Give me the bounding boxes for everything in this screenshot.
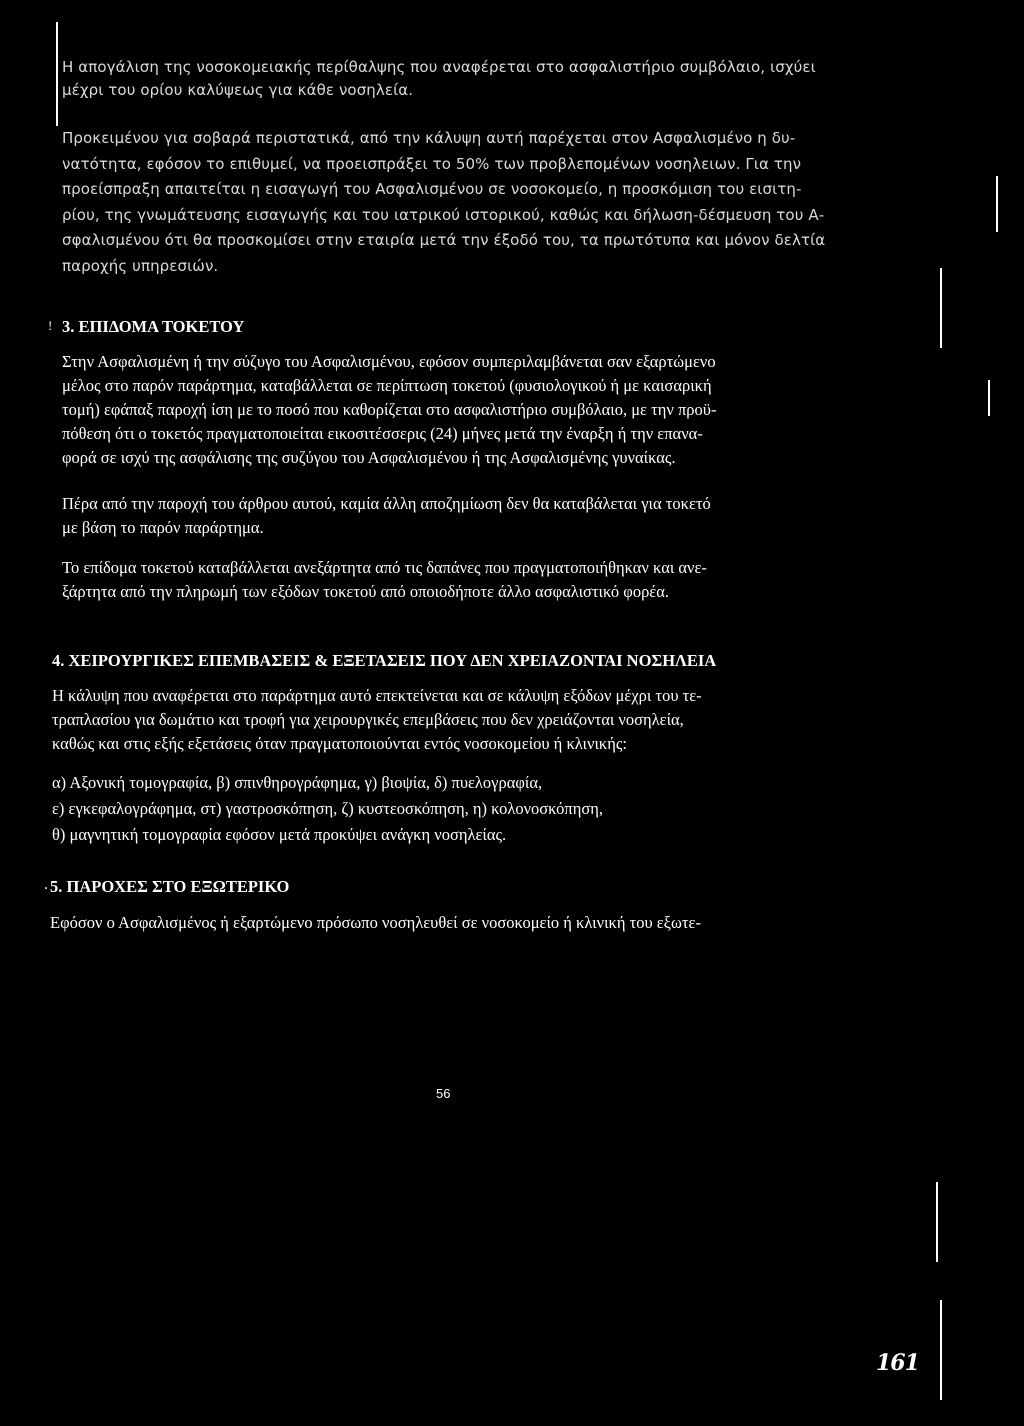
paragraph-abroad [50,912,830,935]
text-line: μέχρι του ορίου καλύψεως για κάθε νοσηλεία. [62,80,414,99]
left-margin-bar [56,22,58,126]
page-number: 56 [436,1086,451,1101]
heading-abroad-benefits: 5. ΠΑΡΟΧΕΣ ΣΤΟ ΕΞΩΤΕΡΙΚΟ [50,877,290,896]
text-line: προείσπραξη απαιτείται η εισαγωγή του Ασφαλισμένου σε νοσοκομείο, η προσκόμιση του εισιτη- [62,180,802,198]
right-margin-bar-2 [940,268,942,348]
paragraph-no-other-compensation [62,492,842,540]
list-item: α) Αξονική τομογραφία, β) σπινθηρογράφημα, γ) βιοψία, δ) πυελογραφία, [52,773,543,792]
paragraph-benefit-independent [62,556,842,604]
text-line: Η κάλυψη που αναφέρεται στο παράρτημα αυτό επεκτείνεται και σε κάλυψη εξόδων μέχρι του τε- [52,686,702,705]
handwritten-page-number: 161 [876,1350,919,1376]
right-margin-bar-5 [940,1300,942,1400]
text-line: με βάση το παρόν παράρτημα. [62,518,264,537]
text-line: Πέρα από την παροχή του άρθρου αυτού, καμία άλλη αποζημίωση δεν θα καταβάλεται για τοκετό [62,494,711,513]
margin-dot: . [44,876,48,893]
text-line: μέλος στο παρόν παράρτημα, καταβάλλεται σε περίπτωση τοκετού (φυσιολογικού ή με καισαρική [62,376,712,395]
text-line: πόθεση ότι ο τοκετός πραγματοποιείται εικοσιτέσσερις (24) μήνες μετά την έναρξη ή την επανα- [62,424,703,443]
list-item: θ) μαγνητική τομογραφία εφόσον μετά προκύψει ανάγκη νοσηλείας. [52,825,507,844]
list-item: ε) εγκεφαλογράφημα, στ) γαστροσκόπηση, ζ) κυστεοσκόπηση, η) κολονοσκόπηση, [52,799,603,818]
right-margin-bar-4 [936,1182,938,1262]
text-line: καθώς και στις εξής εξετάσεις όταν πραγματοποιούνται εντός νοσοκομείου ή κλινικής: [52,734,627,753]
text-line: ξάρτητα από την πληρωμή των εξόδων τοκετού από οποιοδήποτε άλλο ασφαλιστικό φορέα. [62,582,670,601]
paragraph-childbirth [62,350,842,470]
text-line: Εφόσον ο Ασφαλισμένος ή εξαρτώμενο πρόσωπο νοσηλευθεί σε νοσοκομείο ή κλινική του εξωτε- [50,913,701,932]
text-line: νατότητα, εφόσον το επιθυμεί, να προεισπράξει το 50% των προβλεπομένων νοσηλειων. Για την [62,154,802,173]
text-line: Η απογάλιση της νοσοκομειακής περίθαλψης που αναφέρεται στο ασφαλιστήριο συμβόλαιο, ισχύει [62,58,816,76]
text-line: φορά σε ισχύ της ασφάλισης της συζύγου του Ασφαλισμένου ή της Ασφαλισμένης γυναίκας. [62,448,676,467]
paragraph-coverage-limit [62,56,842,101]
paragraph-advance-payment [62,126,842,279]
heading-surgical-procedures: 4. ΧΕΙΡΟΥΡΓΙΚΕΣ ΕΠΕΜΒΑΣΕΙΣ & ΕΞΕΤΑΣΕΙΣ ΠΟΥ ΔΕΝ ΧΡΕΙΑΖΟΝΤΑΙ ΝΟΣΗΛΕΙΑ [52,651,717,670]
text-line: παροχής υπηρεσιών. [62,256,219,275]
paragraph-exam-list [52,770,832,848]
heading-childbirth-benefit: 3. ΕΠΙΔΟΜΑ ΤΟΚΕΤΟΥ [62,317,245,336]
text-line: Προκειμένου για σοβαρά περιστατικά, από την κάλυψη αυτή παρέχεται στον Ασφαλισμένο η δυ- [62,129,796,147]
text-line: τομή) εφάπαξ παροχή ίση με το ποσό που καθορίζεται στο ασφαλιστήριο συμβόλαιο, με την προϋ- [62,400,717,419]
right-margin-bar-3 [988,380,990,416]
right-margin-bar-1 [996,176,998,232]
text-line: ρίου, της γνωμάτευσης εισαγωγής και του ιατρικού ιστορικού, καθώς και δήλωση-δέσμευση του Α- [62,205,825,224]
paragraph-surgical-coverage [52,684,832,756]
text-line: Στην Ασφαλισμένη ή την σύζυγο του Ασφαλισμένου, εφόσον συμπεριλαμβάνεται σαν εξαρτώμενο [62,352,716,371]
text-line: σφαλισμένου ότι θα προσκομίσει στην εταιρία μετά την έξοδό του, τα πρωτότυπα και μόνον δελτία [62,231,826,249]
text-line: τραπλασίου για δωμάτιο και τροφή για χειρουργικές επεμβάσεις που δεν χρειάζονται νοσηλεία, [52,710,684,729]
margin-tick: ! [48,318,53,333]
text-line: Το επίδομα τοκετού καταβάλλεται ανεξάρτητα από τις δαπάνες που πραγματοποιήθηκαν και ανε- [62,558,707,577]
